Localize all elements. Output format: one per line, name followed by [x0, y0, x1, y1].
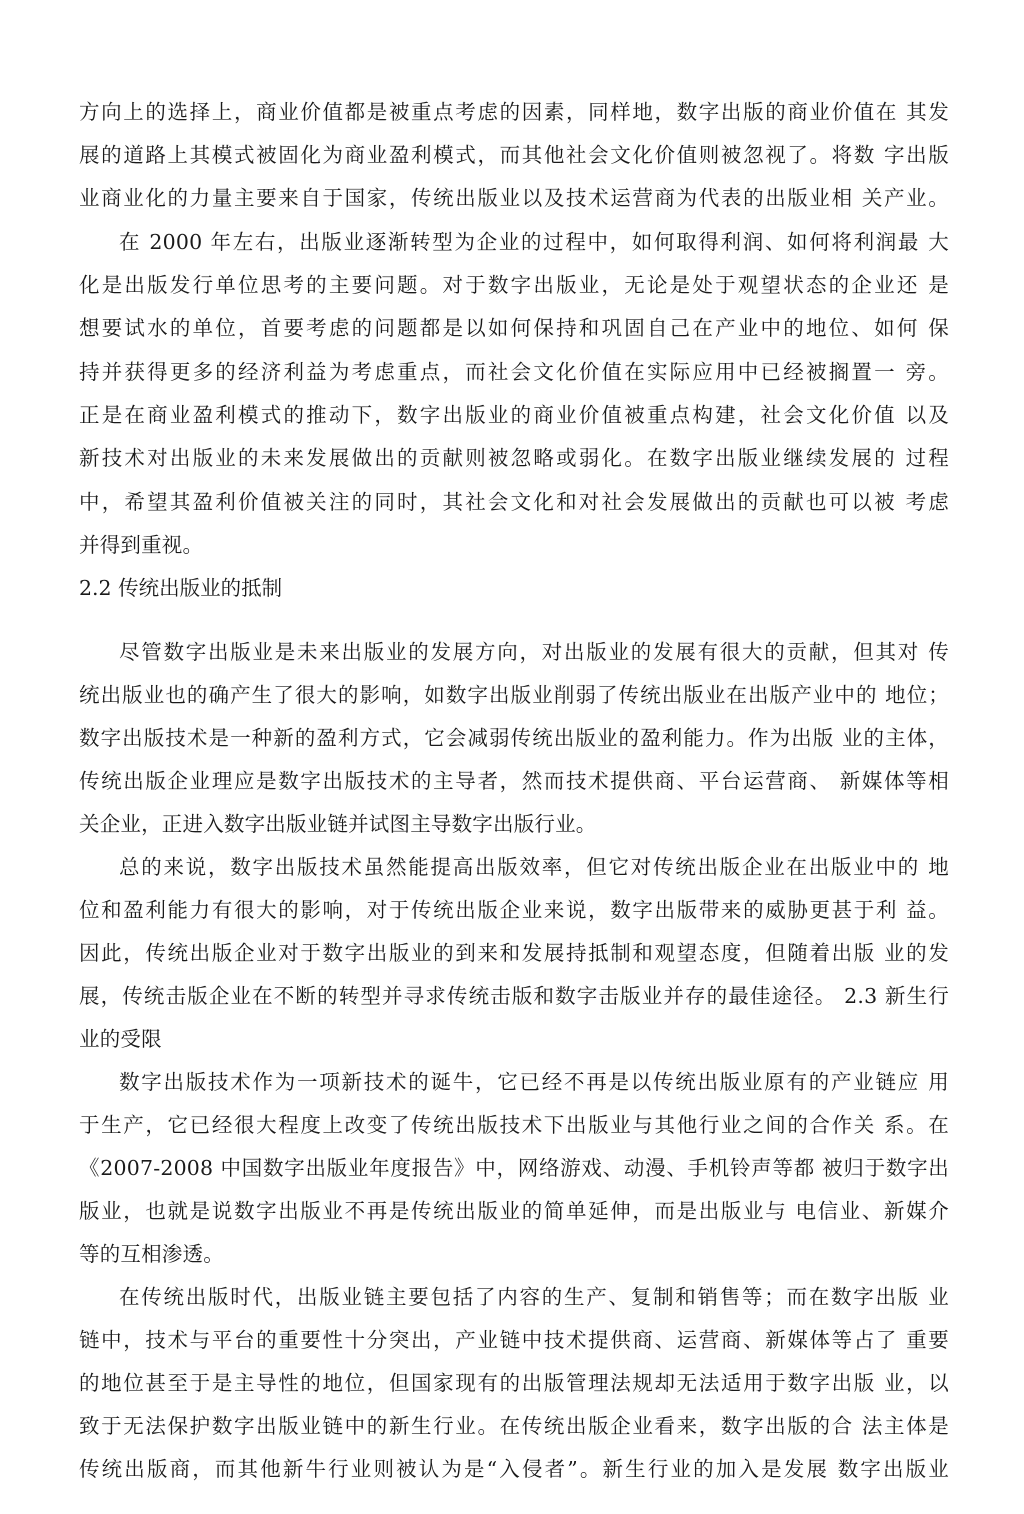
text-line: 正是在商业盈利模式的推动下，数字出版业的商业价值被重点构建，社会文化价值 以及 — [79, 403, 949, 427]
text-line: 展的道路上其模式被固化为商业盈利模式，而其他社会文化价值则被忽视了。将数 字出版 — [79, 143, 949, 167]
text-line: 业商业化的力量主要来自于国家，传统出版业以及技术运营商为代表的出版业相 关产业。 — [79, 186, 949, 210]
text-line: 于生产，它已经很大程度上改变了传统出版技术下出版业与其他行业之间的合作关 系。在 — [79, 1113, 949, 1137]
text-line: 化是出版发行单位思考的主要问题。对于数字出版业，无论是处于观望状态的企业还 是 — [79, 273, 949, 297]
text-line: 新技术对出版业的未来发展做出的贡献则被忽略或弱化。在数字出版业继续发展的 过程 — [79, 446, 949, 470]
text-line: 数字出版技术作为一项新技术的诞牛，它已经不再是以传统出版业原有的产业链应 用 — [119, 1070, 949, 1094]
text-line: 数字出版技术是一种新的盈利方式，它会减弱传统出版业的盈利能力。作为出版 业的主体， — [79, 726, 949, 750]
text-line: 关企业，正进入数字出版业链并试图主导数字出版行业。 — [79, 812, 597, 836]
text-line: 传统出版商，而其他新牛行业则被认为是“入侵者”。新生行业的加入是发展 数字出版业 — [79, 1457, 949, 1481]
text-line: 方向上的选择上，商业价值都是被重点考虑的因素，同样地，数字出版的商业价值在 其发 — [79, 100, 949, 124]
text-line: 链中，技术与平台的重要性十分突出，产业链中技术提供商、运营商、新媒体等占了 重要 — [79, 1328, 949, 1352]
text-line: 想要试水的单位，首要考虑的问题都是以如何保持和巩固自己在产业中的地位、如何 保 — [79, 316, 949, 340]
text-line: 因此，传统出版企业对于数字出版业的到来和发展持抵制和观望态度，但随着出版 业的发 — [79, 941, 949, 965]
text-line: 的地位甚至于是主导性的地位，但国家现有的出版管理法规却无法适用于数字出版 业，以 — [79, 1371, 949, 1395]
text-line: 版业，也就是说数字出版业不再是传统出版业的简单延伸，而是出版业与 电信业、新媒介 — [79, 1199, 949, 1223]
text-line: 业的受限 — [79, 1027, 162, 1051]
text-line: 致于无法保护数字出版业链中的新生行业。在传统出版企业看来，数字出版的合 法主体是 — [79, 1414, 949, 1438]
text-line: 在传统出版时代，出版业链主要包括了内容的生产、复制和销售等；而在数字出版 业 — [119, 1285, 949, 1309]
text-line: 统出版业也的确产生了很大的影响，如数字出版业削弱了传统出版业在出版产业中的 地位； — [79, 683, 949, 707]
text-line: 传统出版企业理应是数字出版技术的主导者，然而技术提供商、平台运营商、 新媒体等相 — [79, 769, 949, 793]
text-line: 总的来说，数字出版技术虽然能提高出版效率，但它对传统出版企业在出版业中的 地 — [119, 855, 949, 879]
text-line: 在 2000 年左右，出版业逐渐转型为企业的过程中，如何取得利润、如何将利润最 大 — [119, 230, 949, 254]
text-line: 中，希望其盈利价值被关注的同时，其社会文化和对社会发展做出的贡献也可以被 考虑 — [79, 490, 949, 514]
text-line: 并得到重视。 — [79, 533, 204, 557]
text-line: 尽管数字出版业是未来出版业的发展方向，对出版业的发展有很大的贡献，但其对 传 — [119, 640, 949, 664]
text-line: 持并获得更多的经济利益为考虑重点，而社会文化价值在实际应用中已经被搁置一 旁。 — [79, 360, 949, 384]
text-line: 等的互相渗透。 — [79, 1242, 224, 1266]
text-line: 展，传统击版企业在不断的转型并寻求传统击版和数字击版业并存的最佳途径。 2.3 新生行 — [79, 984, 949, 1008]
text-line: 《2007-2008 中国数字出版业年度报告》中，网络游戏、动漫、手机铃声等都 被归于数字出 — [79, 1156, 949, 1180]
text-line: 位和盈利能力有很大的影响，对于传统出版企业来说，数字出版带来的威胁更甚于利 益。 — [79, 898, 949, 922]
section-heading: 2.2 传统出版业的抵制 — [79, 576, 283, 600]
